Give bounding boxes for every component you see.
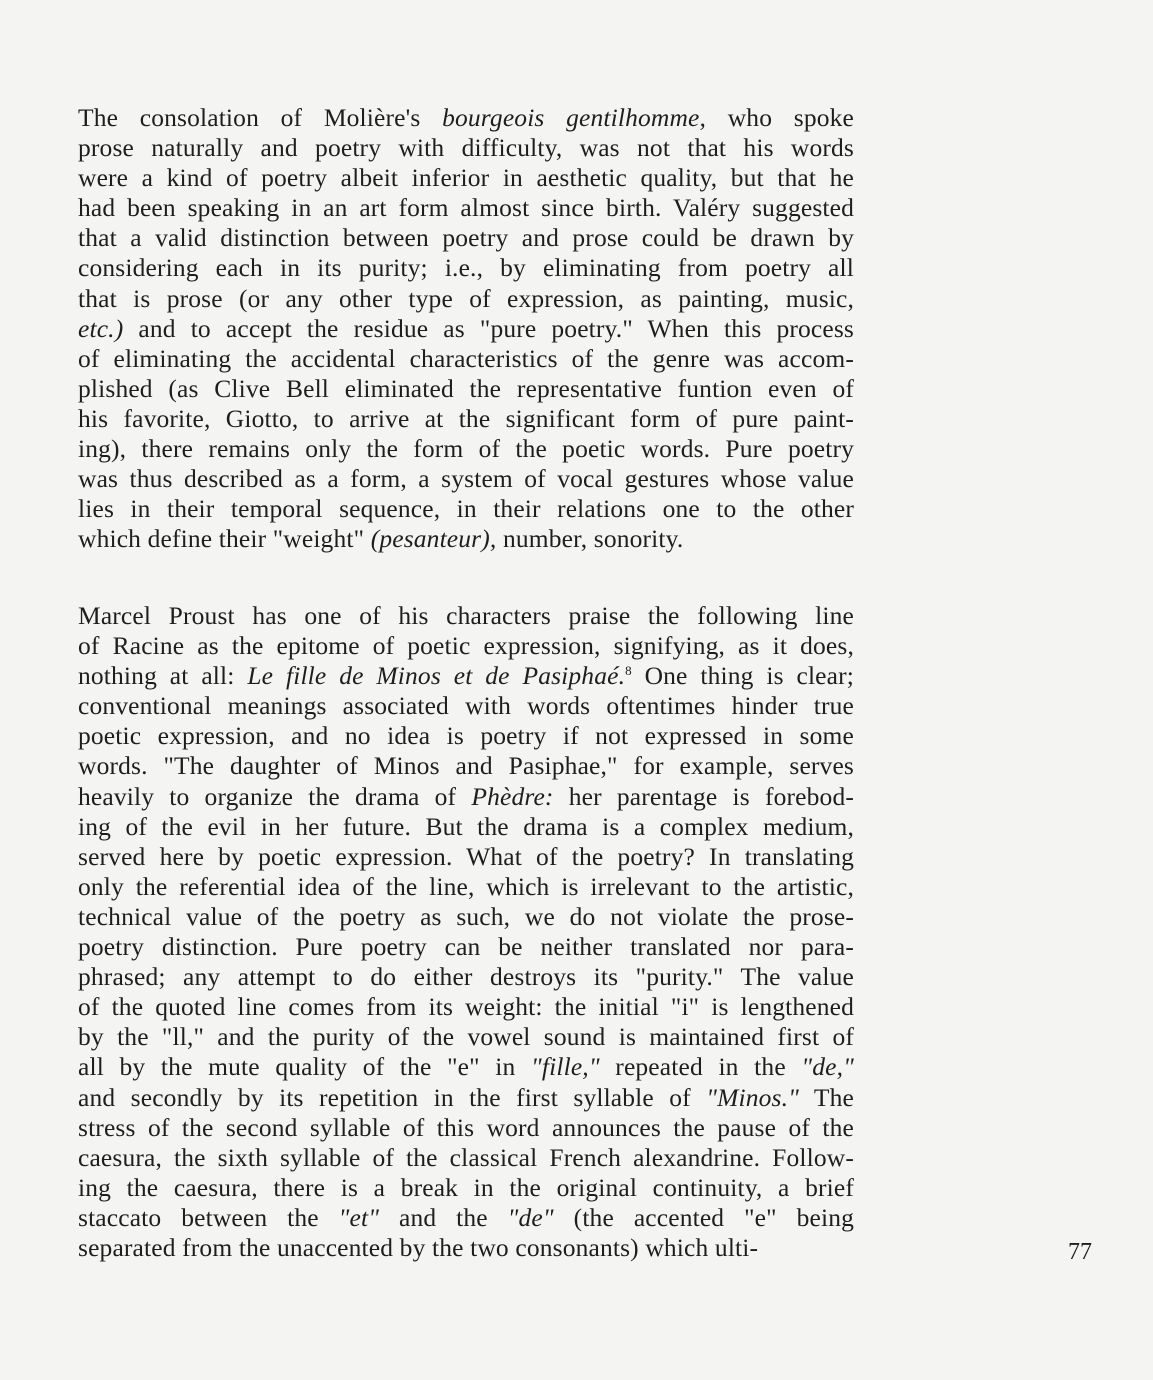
text-line xyxy=(78,631,854,661)
text-segment: technical value of the poetry as such, we do not violate the prose- xyxy=(78,901,854,931)
text-segment: served here by poetic expression. What of the poetry? In translating xyxy=(78,841,854,871)
text-segment: number, sonority. xyxy=(496,524,684,554)
text-segment: poetry distinction. Pure poetry can be neither translated nor para- xyxy=(78,932,854,962)
text-line xyxy=(78,751,854,781)
text-line xyxy=(78,524,854,554)
text-segment: were a kind of poetry albeit inferior in aesthetic quality, but that he xyxy=(78,163,854,193)
text-line xyxy=(78,464,854,494)
text-segment: Marcel Proust has one of his characters praise the following line xyxy=(78,601,854,630)
text-segment: of Racine as the epitome of poetic expression, signifying, as it does, xyxy=(78,631,854,661)
footnote-marker: 8 xyxy=(625,663,632,679)
text-segment: plished (as Clive Bell eliminated the representative funtion even of xyxy=(78,373,854,403)
text-segment: The xyxy=(798,1082,854,1112)
text-line xyxy=(78,133,854,163)
text-line xyxy=(78,661,854,691)
text-segment: heavily to organize the drama of xyxy=(78,781,472,811)
text-line xyxy=(78,1173,854,1203)
text-line xyxy=(78,494,854,524)
text-segment: staccato between the xyxy=(78,1202,339,1232)
text-segment: conventional meanings associated with words oftentimes hinder true xyxy=(78,691,854,721)
text-segment: that is prose (or any other type of expression, as painting, music, xyxy=(78,283,854,313)
text-segment: considering each in its purity; i.e., by eliminating from poetry all xyxy=(78,253,854,283)
italic-text: "fille," xyxy=(531,1052,600,1082)
text-line xyxy=(78,812,854,842)
text-segment: repeated in the xyxy=(599,1052,802,1082)
paragraph xyxy=(78,601,854,1263)
text-line xyxy=(78,1233,854,1263)
text-line xyxy=(78,872,854,902)
text-line xyxy=(78,314,854,344)
text-segment: and secondly by its repetition in the first syllable of xyxy=(78,1082,707,1112)
text-segment: caesura, the sixth syllable of the classical French alexandrine. Follow- xyxy=(78,1142,854,1172)
text-segment: separated from the unaccented by the two consonants) which ulti- xyxy=(78,1232,759,1262)
text-line xyxy=(78,1113,854,1143)
text-segment: words. "The daughter of Minos and Pasiphae," for example, serves xyxy=(78,751,854,781)
italic-text: bourgeois gentilhomme, xyxy=(442,103,707,132)
text-segment: that a valid distinction between poetry and prose could be drawn by xyxy=(78,223,854,253)
text-segment: only the referential idea of the line, which is irrelevant to the artistic, xyxy=(78,871,854,901)
italic-text: Le fille de Minos et de Pasiphaé. xyxy=(247,661,626,691)
text-segment: her parentage is forebod- xyxy=(553,781,854,811)
text-line xyxy=(78,404,854,434)
text-line xyxy=(78,932,854,962)
italic-text: etc.) xyxy=(78,313,124,343)
text-line xyxy=(78,253,854,283)
text-segment: his favorite, Giotto, to arrive at the significant form of pure paint- xyxy=(78,403,854,433)
text-line xyxy=(78,992,854,1022)
text-segment: which define their "weight" xyxy=(78,524,371,554)
text-line xyxy=(78,374,854,404)
text-segment: who spoke xyxy=(706,103,854,132)
text-segment: of the quoted line comes from its weight: the initial "i" is lengthened xyxy=(78,992,854,1022)
text-line xyxy=(78,103,854,133)
text-segment: had been speaking in an art form almost since birth. Valéry suggested xyxy=(78,193,854,223)
text-segment: nothing at all: xyxy=(78,661,248,691)
text-segment: ing), there remains only the form of the poetic words. Pure poetry xyxy=(78,434,854,464)
text-segment: poetic expression, and no idea is poetry if not expressed in some xyxy=(78,721,854,751)
text-segment: and to accept the residue as "pure poetry." When this process xyxy=(123,313,854,343)
text-line xyxy=(78,163,854,193)
text-line xyxy=(78,223,854,253)
text-segment: lies in their temporal sequence, in their relations one to the other xyxy=(78,494,854,524)
italic-text: "de," xyxy=(801,1052,854,1082)
text-line xyxy=(78,782,854,812)
text-line xyxy=(78,1022,854,1052)
text-line xyxy=(78,434,854,464)
text-line xyxy=(78,1143,854,1173)
text-segment: ing the caesura, there is a break in the original continuity, a brief xyxy=(78,1172,854,1202)
italic-text: "et" xyxy=(338,1202,380,1232)
page-number: 77 xyxy=(1068,1239,1092,1265)
text-segment: One thing is clear; xyxy=(631,661,854,691)
text-line xyxy=(78,902,854,932)
italic-text: "de" xyxy=(507,1202,554,1232)
text-line xyxy=(78,284,854,314)
italic-text: (pesanteur), xyxy=(370,524,497,554)
text-line xyxy=(78,193,854,223)
italic-text: "Minos." xyxy=(706,1082,799,1112)
text-segment: The consolation of Molière's xyxy=(78,103,443,132)
text-line xyxy=(78,842,854,872)
text-segment: ing of the evil in her future. But the drama is a complex medium, xyxy=(78,811,854,841)
text-segment: was thus described as a form, a system of vocal gestures whose value xyxy=(78,464,854,494)
text-line xyxy=(78,344,854,374)
text-segment: prose naturally and poetry with difficulty, was not that his words xyxy=(78,133,854,163)
italic-text: Phèdre: xyxy=(471,781,554,811)
text-line xyxy=(78,721,854,751)
text-line xyxy=(78,601,854,631)
text-segment: (the accented "e" being xyxy=(553,1202,854,1232)
text-segment: and the xyxy=(379,1202,508,1232)
text-segment: of eliminating the accidental characteristics of the genre was accom- xyxy=(78,343,854,373)
text-line xyxy=(78,962,854,992)
text-segment: phrased; any attempt to do either destroys its "purity." The value xyxy=(78,962,854,992)
text-line xyxy=(78,1203,854,1233)
text-segment: by the "ll," and the purity of the vowel sound is maintained first of xyxy=(78,1022,854,1052)
text-segment: stress of the second syllable of this word announces the pause of the xyxy=(78,1112,854,1142)
text-line xyxy=(78,1052,854,1082)
text-segment: all by the mute quality of the "e" in xyxy=(78,1052,532,1082)
text-line xyxy=(78,1083,854,1113)
text-line xyxy=(78,691,854,721)
paragraph xyxy=(78,103,854,554)
